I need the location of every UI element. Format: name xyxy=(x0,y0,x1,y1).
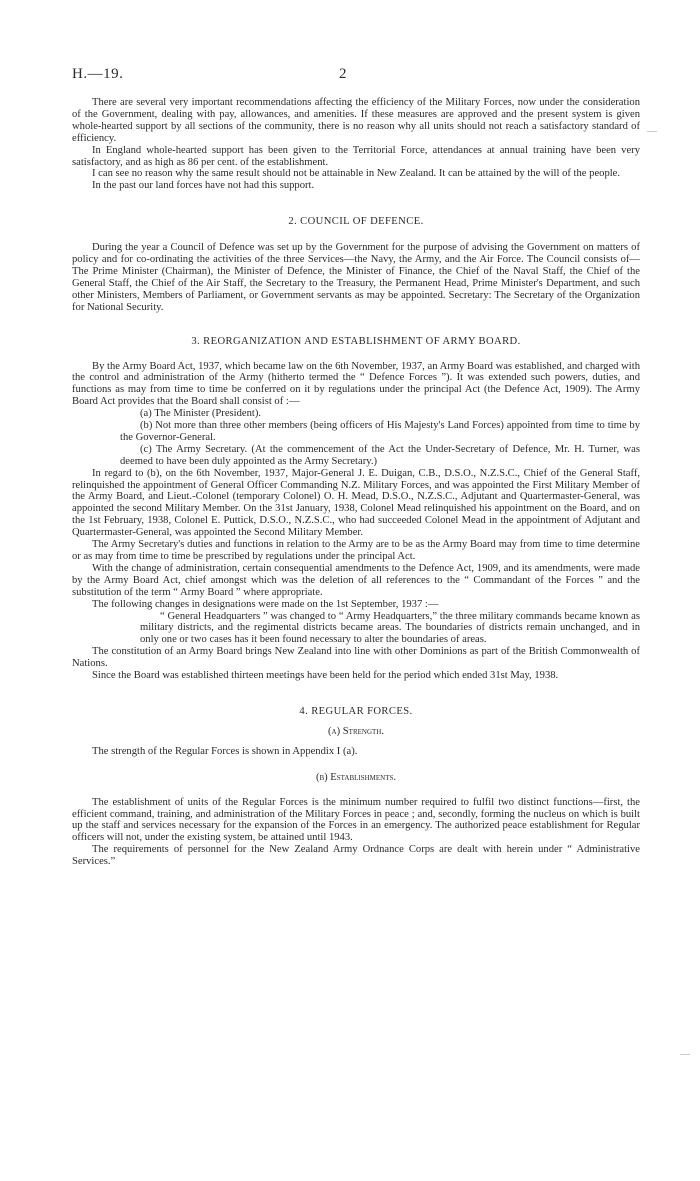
section-heading: 3. REORGANIZATION AND ESTABLISHMENT OF ARMY BOARD. xyxy=(191,335,521,347)
list-item: (a) The Minister (President). xyxy=(140,408,262,420)
paragraph: I can see no reason why the same result should not be attainable in New Zealand. It can be attained by the will of the people. xyxy=(92,168,621,180)
list-item: (c) The Army Secretary. (At the commencement of the Act the Under-Secretary of Defence, Mr. H. Turner, was deemed to have been duly appointed as the Army Secretary.) xyxy=(120,443,640,467)
paragraph: In England whole-hearted support has been given to the Territorial Force, attendances at annual training have been very satisfactory, and as high as 86 per cent. of the establishment. xyxy=(72,144,640,168)
margin-mark: — xyxy=(680,1049,690,1060)
paragraph: The establishment of units of the Regular Forces is the minimum number required to fulfil two distinct functions—first, the efficient command, training, and administration of the Military Forces in peace ; and, secondly, forming the nucleus on which is built up the staff and services necessary for the expansion of the Forces in an emergency. The authorized peace establishment for Regular officers will not, under the existing system, be attained until 1943. xyxy=(72,796,640,844)
paragraph: There are several very important recommendations affecting the efficiency of the Military Forces, now under the consideration of the Government, dealing with pay, allowances, and amenities. If these measures are approved and the present system is given whole-hearted support by all sections of the community, there is no reason why all units should not reach a satisfactory standard of efficiency. xyxy=(72,97,640,144)
margin-mark: — xyxy=(647,126,657,137)
section-heading: 2. COUNCIL OF DEFENCE. xyxy=(288,216,424,228)
paragraph: With the change of administration, certain consequential amendments to the Defence Act, 1909, and its amendments, were made by the Army Board Act, chief amongst which was the deletion of all references to the “ Commandant of the Forces ” and the substitution of the term “ Army Board ” where appropriate. xyxy=(72,562,640,598)
subsection-heading: (b) Establishments. xyxy=(315,771,397,783)
section-heading: 4. REGULAR FORCES. xyxy=(299,705,413,717)
paragraph: Since the Board was established thirteen meetings have been held for the period which ended 31st May, 1938. xyxy=(92,670,559,682)
report-reference: H.—19. xyxy=(72,66,124,82)
paragraph: In the past our land forces have not had this support. xyxy=(92,180,315,192)
paragraph: The constitution of an Army Board brings New Zealand into line with other Dominions as part of the British Commonwealth of Nations. xyxy=(72,646,640,670)
document-body xyxy=(72,97,640,868)
paragraph: The Army Secretary's duties and functions in relation to the Army are to be as the Army Board may from time to time determine or as may from time to time be prescribed by regulations under the principal Act. xyxy=(72,539,640,562)
page-number: 2 xyxy=(339,66,347,82)
block-quote: “ General Headquarters ” was changed to “ Army Headquarters,” the three military commands became known as military districts, and the regimental districts became areas. The boundaries of districts remain unchanged, and in only one or two cases has it been found necessary to alter the boundaries of areas. xyxy=(140,610,640,646)
paragraph: By the Army Board Act, 1937, which became law on the 6th November, 1937, an Army Board was established, and charged with the control and administration of the Army (hitherto termed the “ Defence Forces ”). It was extended such powers, duties, and functions as may from time to time be conferred on it by regulations under the principal Act (the Defence Act, 1909). The Army Board Act provides that the Board shall consist of :— xyxy=(72,360,640,408)
paragraph: In regard to (b), on the 6th November, 1937, Major-General J. E. Duigan, C.B., D.S.O., N.Z.S.C., Chief of the General Staff, relinquished the appointment of General Officer Commanding N.Z. Military Forces, and was appointed the First Military Member of the Army Board, and Lieut.-Colonel (temporary Colonel) O. H. Mead, D.S.O., N.Z.S.C., Adjutant and Quartermaster-General, was appointed the second Military Member. On the 31st January, 1938, Colonel Mead relinquished his appointment on the Board, and on the 1st February, 1938, Colonel E. Puttick, D.S.O., N.Z.S.C., who had succeeded Colonel Mead in the appointment of Adjutant and Quartermaster-General, was appointed the Second Military Member. xyxy=(72,467,640,539)
paragraph: The requirements of personnel for the New Zealand Army Ordnance Corps are dealt with herein under “ Administrative Services.” xyxy=(72,844,640,868)
paragraph: The following changes in designations were made on the 1st September, 1937 :— xyxy=(92,598,439,610)
paragraph: The strength of the Regular Forces is shown in Appendix I (a). xyxy=(92,745,358,757)
list-item: (b) Not more than three other members (being officers of His Majesty's Land Forces) appointed from time to time by the Governor-General. xyxy=(120,420,640,443)
subsection-heading: (a) Strength. xyxy=(328,725,384,737)
paragraph: During the year a Council of Defence was set up by the Government for the purpose of advising the Government on matters of policy and for co-ordinating the activities of the three Services—the Navy, the Army, and the Air Force. The Council consists of—The Prime Minister (Chairman), the Minister of Defence, the Minister of Finance, the Chief of the Naval Staff, the Chief of the General Staff, the Chief of the Air Staff, the Secretary to the Treasury, the Permanent Head, Prime Minister's Department, and such other Ministers, Members of Parliament, or Government servants as may be appointed. Secretary: The Secretary of the Organization for National Security. xyxy=(72,242,640,313)
